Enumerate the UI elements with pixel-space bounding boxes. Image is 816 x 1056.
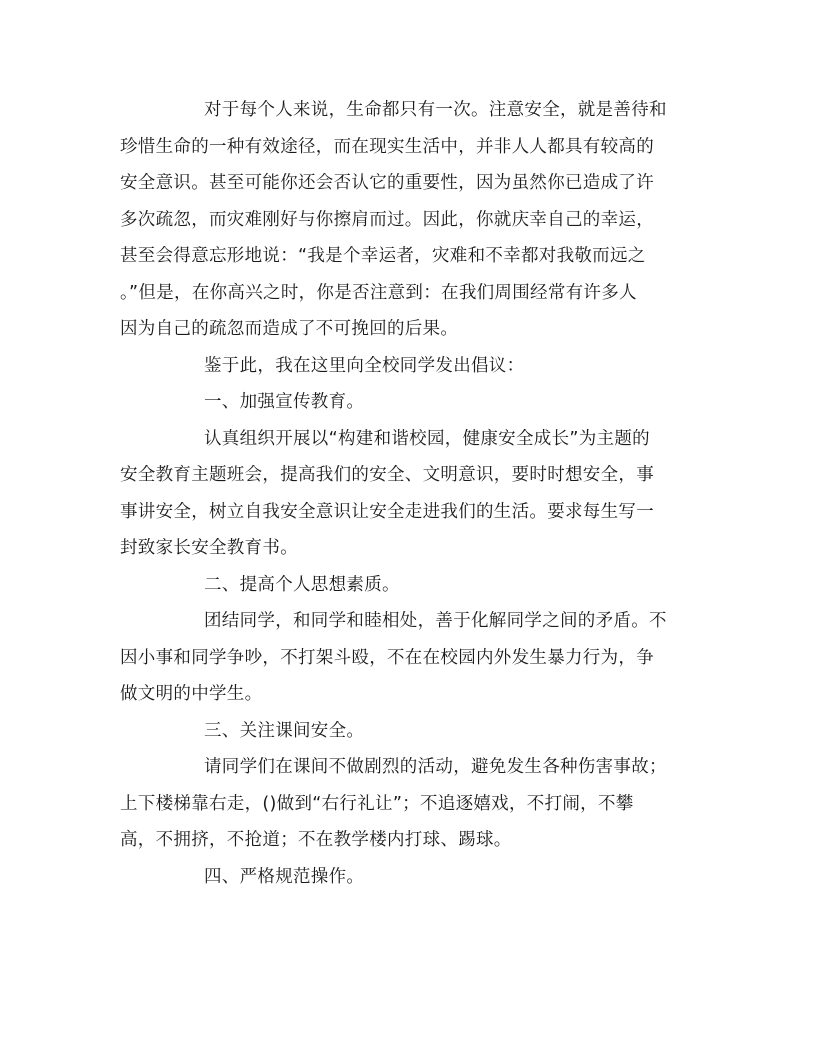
- paragraph-line: 珍惜生命的一种有效途径，而在现实生活中，并非人人都具有较高的: [120, 136, 654, 157]
- section-heading: 一、加强宣传教育。: [204, 392, 365, 412]
- section-heading: 四、严格规范操作。: [204, 866, 365, 887]
- paragraph-line: 因小事和同学争吵，不打架斗殴，不在在校园内外发生暴力行为，争: [120, 647, 654, 668]
- paragraph-line: 认真组织开展以“构建和谐校园，健康安全成长”为主题的: [204, 428, 650, 449]
- paragraph-line: 鉴于此，我在这里向全校同学发出倡议：: [204, 355, 525, 376]
- paragraph-line: 高，不拥挤，不抢道；不在教学楼内打球、踢球。: [120, 830, 512, 850]
- paragraph-line: 事讲安全，树立自我安全意识让安全走进我们的生活。要求每生写一: [120, 501, 654, 522]
- paragraph-line: 封致家长安全教育书。: [120, 538, 298, 558]
- paragraph-line: 团结同学，和同学和睦相处，善于化解同学之间的矛盾。不: [204, 611, 667, 631]
- paragraph-line: 安全意识。甚至可能你还会否认它的重要性，因为虽然你已造成了许: [120, 173, 654, 193]
- paragraph-line: 对于每个人来说，生命都只有一次。注意安全，就是善待和: [204, 100, 667, 120]
- section-heading: 二、提高个人思想素质。: [204, 574, 400, 595]
- paragraph-line: 上下楼梯靠右走，()做到“右行礼让”；不追逐嬉戏，不打闹，不攀: [120, 793, 634, 814]
- paragraph-line: 。”但是，在你高兴之时，你是否注意到：在我们周围经常有许多人: [120, 282, 637, 303]
- paragraph-line: 因为自己的疏忽而造成了不可挽回的后果。: [120, 319, 459, 339]
- paragraph-line: 请同学们在课间不做剧烈的活动，避免发生各种伤害事故；: [204, 757, 667, 777]
- section-heading: 三、关注课间安全。: [204, 720, 365, 741]
- paragraph-line: 做文明的中学生。: [120, 684, 263, 704]
- paragraph-line: 多次疏忽，而灾难刚好与你擦肩而过。因此，你就庆幸自己的幸运，: [120, 209, 654, 230]
- document-body: [120, 92, 700, 895]
- paragraph-line: 甚至会得意忘形地说：“我是个幸运者，灾难和不幸都对我敬而远之: [120, 246, 646, 266]
- paragraph-line: 安全教育主题班会，提高我们的安全、文明意识，要时时想安全，事: [120, 465, 654, 485]
